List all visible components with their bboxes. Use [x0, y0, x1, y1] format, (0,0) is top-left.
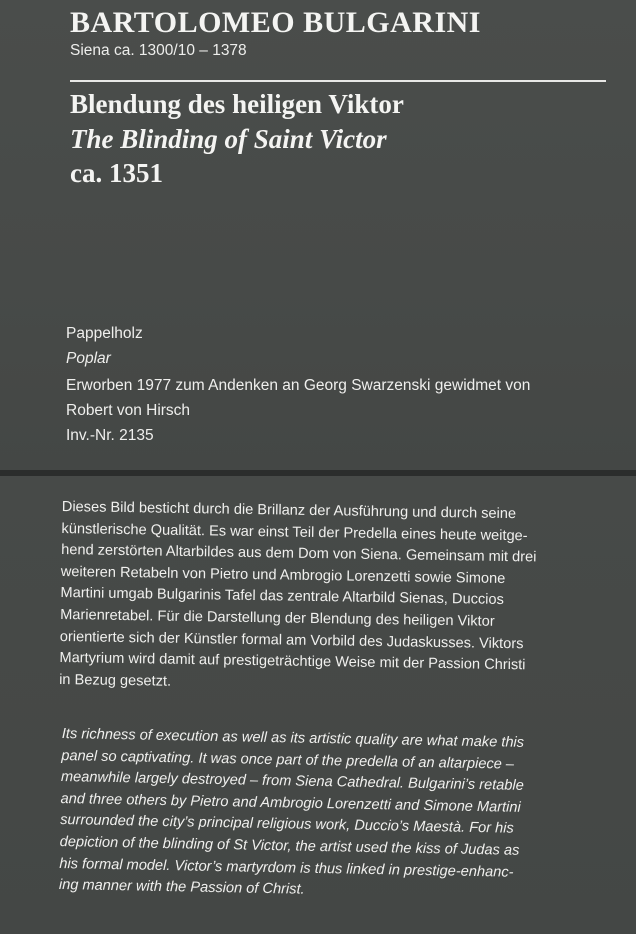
description-line: his formal model. Victor’s martyrdom is thus linked in prestige-enhanc-	[59, 855, 514, 881]
artist-dates: Siena ca. 1300/10 – 1378	[70, 42, 247, 59]
description-line: Marienretabel. Für die Darstellung der Blendung des heiligen Viktor	[60, 606, 495, 630]
description-line: orientierte sich der Künstler formal am Vorbild des Judaskusses. Viktors	[59, 628, 524, 652]
description-line: meanwhile largely destroyed – from Siena Cathedral. Bulgarini’s retable	[60, 769, 524, 795]
description-line: and three others by Pietro and Ambrogio Lorenzetti and Simone Martini	[60, 790, 521, 816]
acquisition-line-1: Erworben 1977 zum Andenken an Georg Swarzenski gewidmet von	[66, 377, 531, 394]
artist-name: BARTOLOMEO BULGARINI	[70, 6, 481, 39]
divider-rule	[70, 80, 606, 82]
description-line: ing manner with the Passion of Christ.	[58, 877, 305, 898]
description-line: Martyrium wird damit auf prestigeträchtige Weise mit der Passion Christi	[59, 650, 526, 674]
description-line: weiteren Retabeln von Pietro und Ambrogio Lorenzetti sowie Simone	[60, 563, 506, 587]
description-line: Martini umgab Bulgarinis Tafel das zentrale Altarbild Sienas, Duccios	[60, 585, 505, 609]
artwork-year: ca. 1351	[70, 158, 163, 188]
inventory-number: Inv.-Nr. 2135	[66, 427, 154, 444]
description-line: in Bezug gesetzt.	[59, 671, 172, 690]
description-line: hend zerstörten Altarbildes aus dem Dom von Siena. Gemeinsam mit drei	[61, 542, 537, 566]
description-english	[59, 724, 592, 907]
description-line: künstlerische Qualität. Es war einst Teil der Predella eines heute weitge-	[61, 520, 528, 544]
acquisition-line-2: Robert von Hirsch	[66, 402, 191, 419]
title-german: Blendung des heiligen Viktor	[70, 89, 404, 119]
material-english: Poplar	[66, 350, 111, 367]
description-line: panel so captivating. It was once part of the predella of an altarpiece –	[61, 747, 515, 773]
material-german: Pappelholz	[66, 325, 143, 342]
description-line: Its richness of execution as well as its artistic quality are what make this	[61, 725, 525, 751]
title-english: The Blinding of Saint Victor	[70, 124, 387, 154]
description-line: depiction of the blinding of St Victor, the artist used the kiss of Judas as	[59, 833, 520, 859]
description-line: Dieses Bild besticht durch die Brillanz der Ausführung und durch seine	[61, 498, 517, 523]
description-line: surrounded the city’s principal religious work, Duccio’s Maestà. For his	[59, 812, 514, 838]
description-german	[59, 497, 592, 700]
